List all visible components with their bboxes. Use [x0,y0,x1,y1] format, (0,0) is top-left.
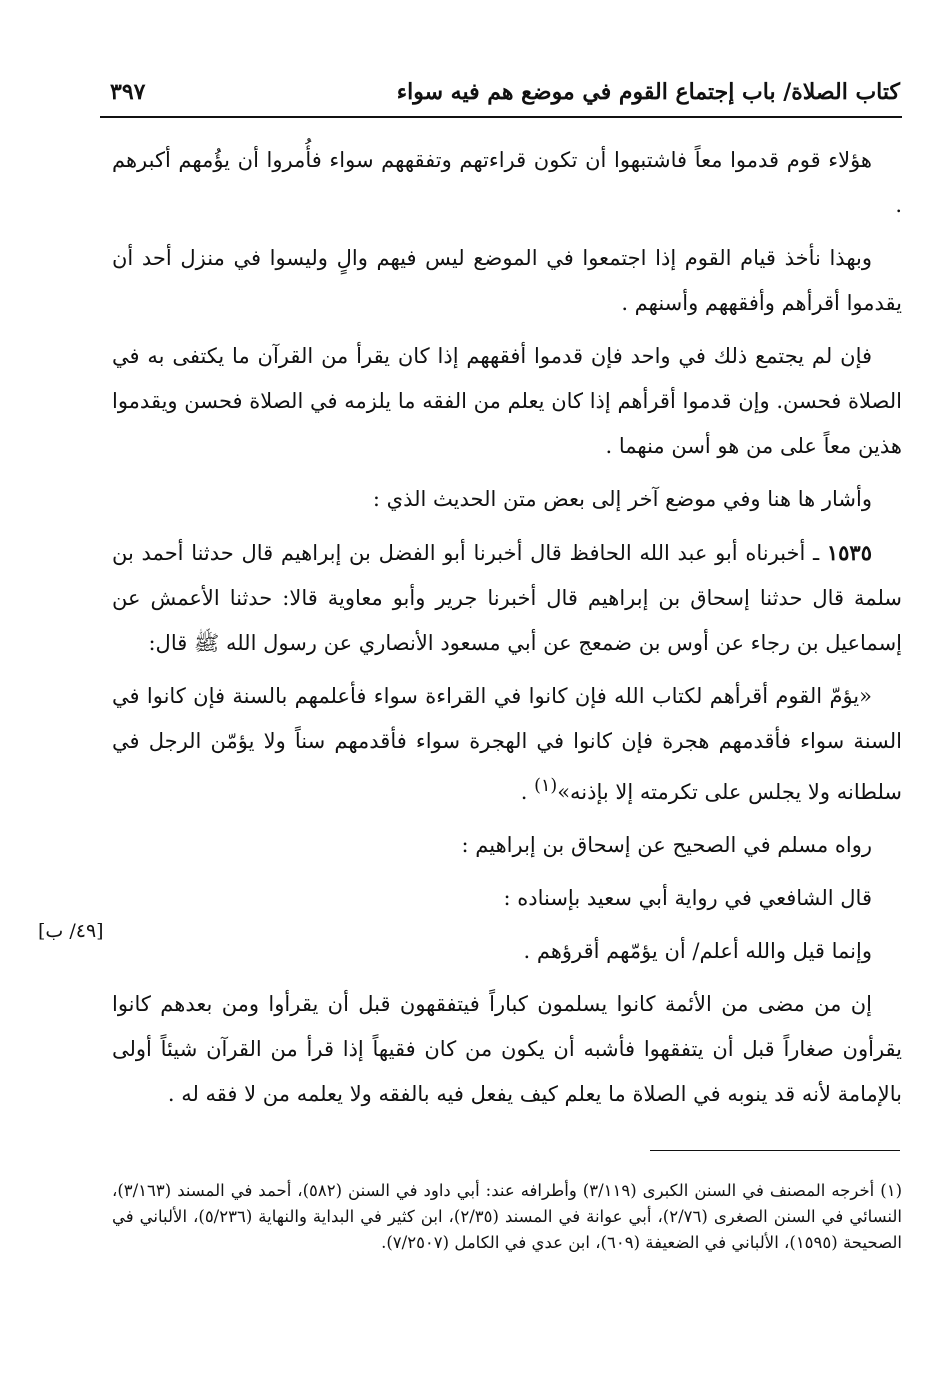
paragraph: فإن لم يجتمع ذلك في واحد فإن قدموا أفقههم إذا كان يقرأ من القرآن ما يكتفى به في الصلاة فحسن. وإن قدموا أقرأهم إذا كان يعلم من الفقه ما يلزمه في الصلاة فحسن ويقدموا هذين معاً على من هو أسن منهما . [112,344,902,458]
hadith-isnad: ـ أخبرناه أبو عبد الله الحافظ قال أخبرنا أبو الفضل بن إبراهيم قال حدثنا أحمد بن سلمة قال حدثنا إسحاق بن إبراهيم قال أخبرنا جرير وأبو معاوية قالا: حدثنا الأعمش عن إسماعيل بن رجاء عن أوس بن ضمعج عن أبي مسعود الأنصاري عن رسول الله ﷺ قال: [112,541,902,655]
page-number: ٣٩٧ [110,79,146,105]
hadith-number: ١٥٣٥ [826,540,872,565]
footnote: (١) أخرجه المصنف في السنن الكبرى (٣/١١٩) وأطرافه عند: أبي داود في السنن (٥٨٢)، أحمد في المسند (٣/١٦٣)، النسائي في السنن الصغرى (٢/٧٦)، أبي عوانة في المسند (٢/٣٥)، ابن كثير في البداية والنهاية (٥/٢٣٦)، الألباني في الصحيحة (١٥٩٥)، الألباني في الضعيفة (٦٠٩)، ابن عدي في الكامل (٧/٢٥٠٧). [112,1181,902,1252]
hadith-matn-paragraph: «يؤمّ القوم أقرأهم لكتاب الله فإن كانوا في القراءة سواء فأعلمهم بالسنة فإن كانوا في السنة سواء فأقدمهم هجرة فإن كانوا في الهجرة سواء فأقدمهم سناً ولا يؤمّن الرجل في سلطانه ولا يجلس على تكرمته إلا بإذنه»$^{(١)}$ . [112,684,902,804]
main-text [112,138,902,1125]
paragraph: وإنما قيل والله أعلم/ أن يؤمّهم أقرؤهم . [523,939,872,963]
footnote-divider [650,1150,900,1151]
manuscript-folio-note: [٤٩/ ب] [38,920,104,942]
paragraph: رواه مسلم في الصحيح عن إسحاق بن إبراهيم : [461,833,872,857]
paragraph: وبهذا نأخذ قيام القوم إذا اجتمعوا في الموضع ليس فيهم والٍ وليسوا في منزل أحد أن يقدموا أقرأهم وأفقههم وأسنهم . [112,246,902,315]
page-header [110,70,900,114]
paragraph: قال الشافعي في رواية أبي سعيد بإسناده : [503,886,872,910]
header-divider [100,116,902,118]
running-title: كتاب الصلاة/ باب إجتماع القوم في موضع هم فيه سواء [396,79,900,105]
hadith-matn: «يؤمّ القوم أقرأهم لكتاب الله فإن كانوا في القراءة سواء فأعلمهم بالسنة فإن كانوا في السنة سواء فأقدمهم هجرة فإن كانوا في الهجرة سواء فأقدمهم سناً ولا يؤمّن الرجل في سلطانه ولا يجلس على تكرمته إلا بإذنه» [112,684,902,804]
footnote-reference: (١) [534,776,558,796]
paragraph: إن من مضى من الأئمة كانوا يسلمون كباراً فيتفقهون قبل أن يقرأوا ومن بعدهم كانوا يقرأون صغاراً قبل أن يتفقهوا فأشبه أن يكون من كان فقيهاً إذا قرأ من القرآن شيئاً أولى بالإمامة لأنه قد ينوبه في الصلاة ما يعلم كيف يفعل فيه بالفقه ولا يعلمه من لا فقه له . [112,992,902,1106]
paragraph: وأشار ها هنا وفي موضع آخر إلى بعض متن الحديث الذي : [372,487,872,511]
footnotes [112,1178,902,1256]
paragraph: هؤلاء قوم قدموا معاً فاشتبهوا أن تكون قراءتهم وتفقههم سواء فأُمروا أن يؤُمهم أكبرهم . [112,148,902,217]
hadith-isnad-paragraph [112,530,902,666]
